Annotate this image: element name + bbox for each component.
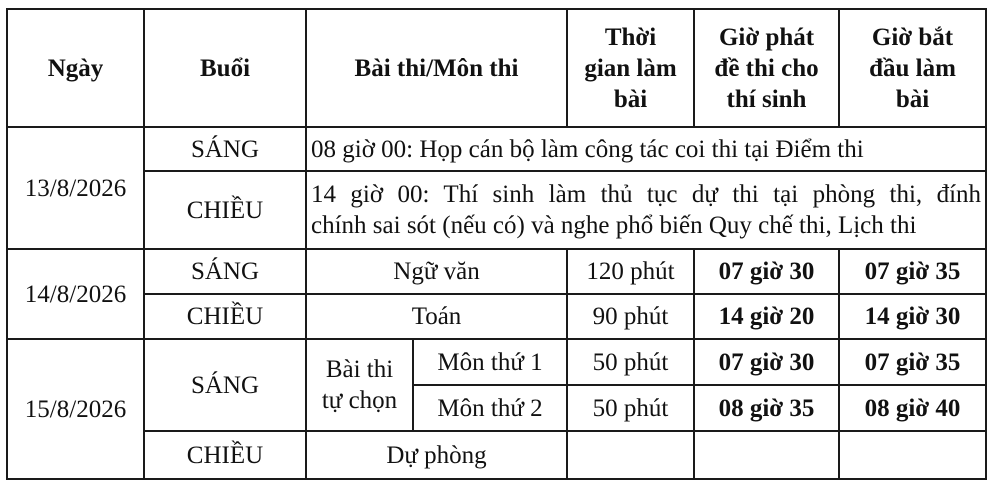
subject-cell: Môn thứ 1 <box>413 339 567 385</box>
issue-time-cell <box>694 431 839 479</box>
start-time-cell <box>839 431 986 479</box>
header-gio-bat-dau: Giờ bắt đầu làm bài <box>839 9 986 127</box>
header-bai-thi: Bài thi/Môn thi <box>306 9 567 127</box>
subject-cell: Môn thứ 2 <box>413 385 567 431</box>
note-cell: 08 giờ 00: Họp cán bộ làm công tác coi thi tại Điểm thi <box>306 127 986 171</box>
date-cell: 14/8/2026 <box>7 249 144 339</box>
header-buoi: Buổi <box>144 9 306 127</box>
table-row <box>7 431 986 479</box>
duration-cell: 50 phút <box>567 339 694 385</box>
issue-time-cell: 07 giờ 30 <box>694 249 839 294</box>
table-row <box>7 339 986 385</box>
start-time-cell: 07 giờ 35 <box>839 339 986 385</box>
session-cell: SÁNG <box>144 339 306 431</box>
issue-time-cell: 08 giờ 35 <box>694 385 839 431</box>
date-cell: 13/8/2026 <box>7 127 144 249</box>
start-time-cell: 07 giờ 35 <box>839 249 986 294</box>
subject-cell: Dự phòng <box>306 431 567 479</box>
group-label-cell: Bài thi tự chọn <box>306 339 413 431</box>
header-thoi-gian: Thời gian làm bài <box>567 9 694 127</box>
issue-time-cell: 14 giờ 20 <box>694 294 839 339</box>
start-time-cell: 14 giờ 30 <box>839 294 986 339</box>
session-cell: CHIỀU <box>144 431 306 479</box>
duration-cell: 90 phút <box>567 294 694 339</box>
table-row <box>7 127 986 171</box>
date-cell: 15/8/2026 <box>7 339 144 479</box>
table-row <box>7 294 986 339</box>
header-row <box>7 9 986 127</box>
exam-schedule-table <box>6 8 987 480</box>
session-cell: SÁNG <box>144 249 306 294</box>
session-cell: SÁNG <box>144 127 306 171</box>
duration-cell: 120 phút <box>567 249 694 294</box>
start-time-cell: 08 giờ 40 <box>839 385 986 431</box>
table-row <box>7 171 986 249</box>
duration-cell: 50 phút <box>567 385 694 431</box>
header-gio-phat-de: Giờ phát đề thi cho thí sinh <box>694 9 839 127</box>
header-ngay: Ngày <box>7 9 144 127</box>
subject-cell: Ngữ văn <box>306 249 567 294</box>
duration-cell <box>567 431 694 479</box>
issue-time-cell: 07 giờ 30 <box>694 339 839 385</box>
note-cell: 14 giờ 00: Thí sinh làm thủ tục dự thi tại phòng thi, đính chính sai sót (nếu có) và nghe phổ biến Quy chế thi, Lịch thi <box>306 171 986 249</box>
session-cell: CHIỀU <box>144 294 306 339</box>
subject-cell: Toán <box>306 294 567 339</box>
session-cell: CHIỀU <box>144 171 306 249</box>
table-row <box>7 249 986 294</box>
